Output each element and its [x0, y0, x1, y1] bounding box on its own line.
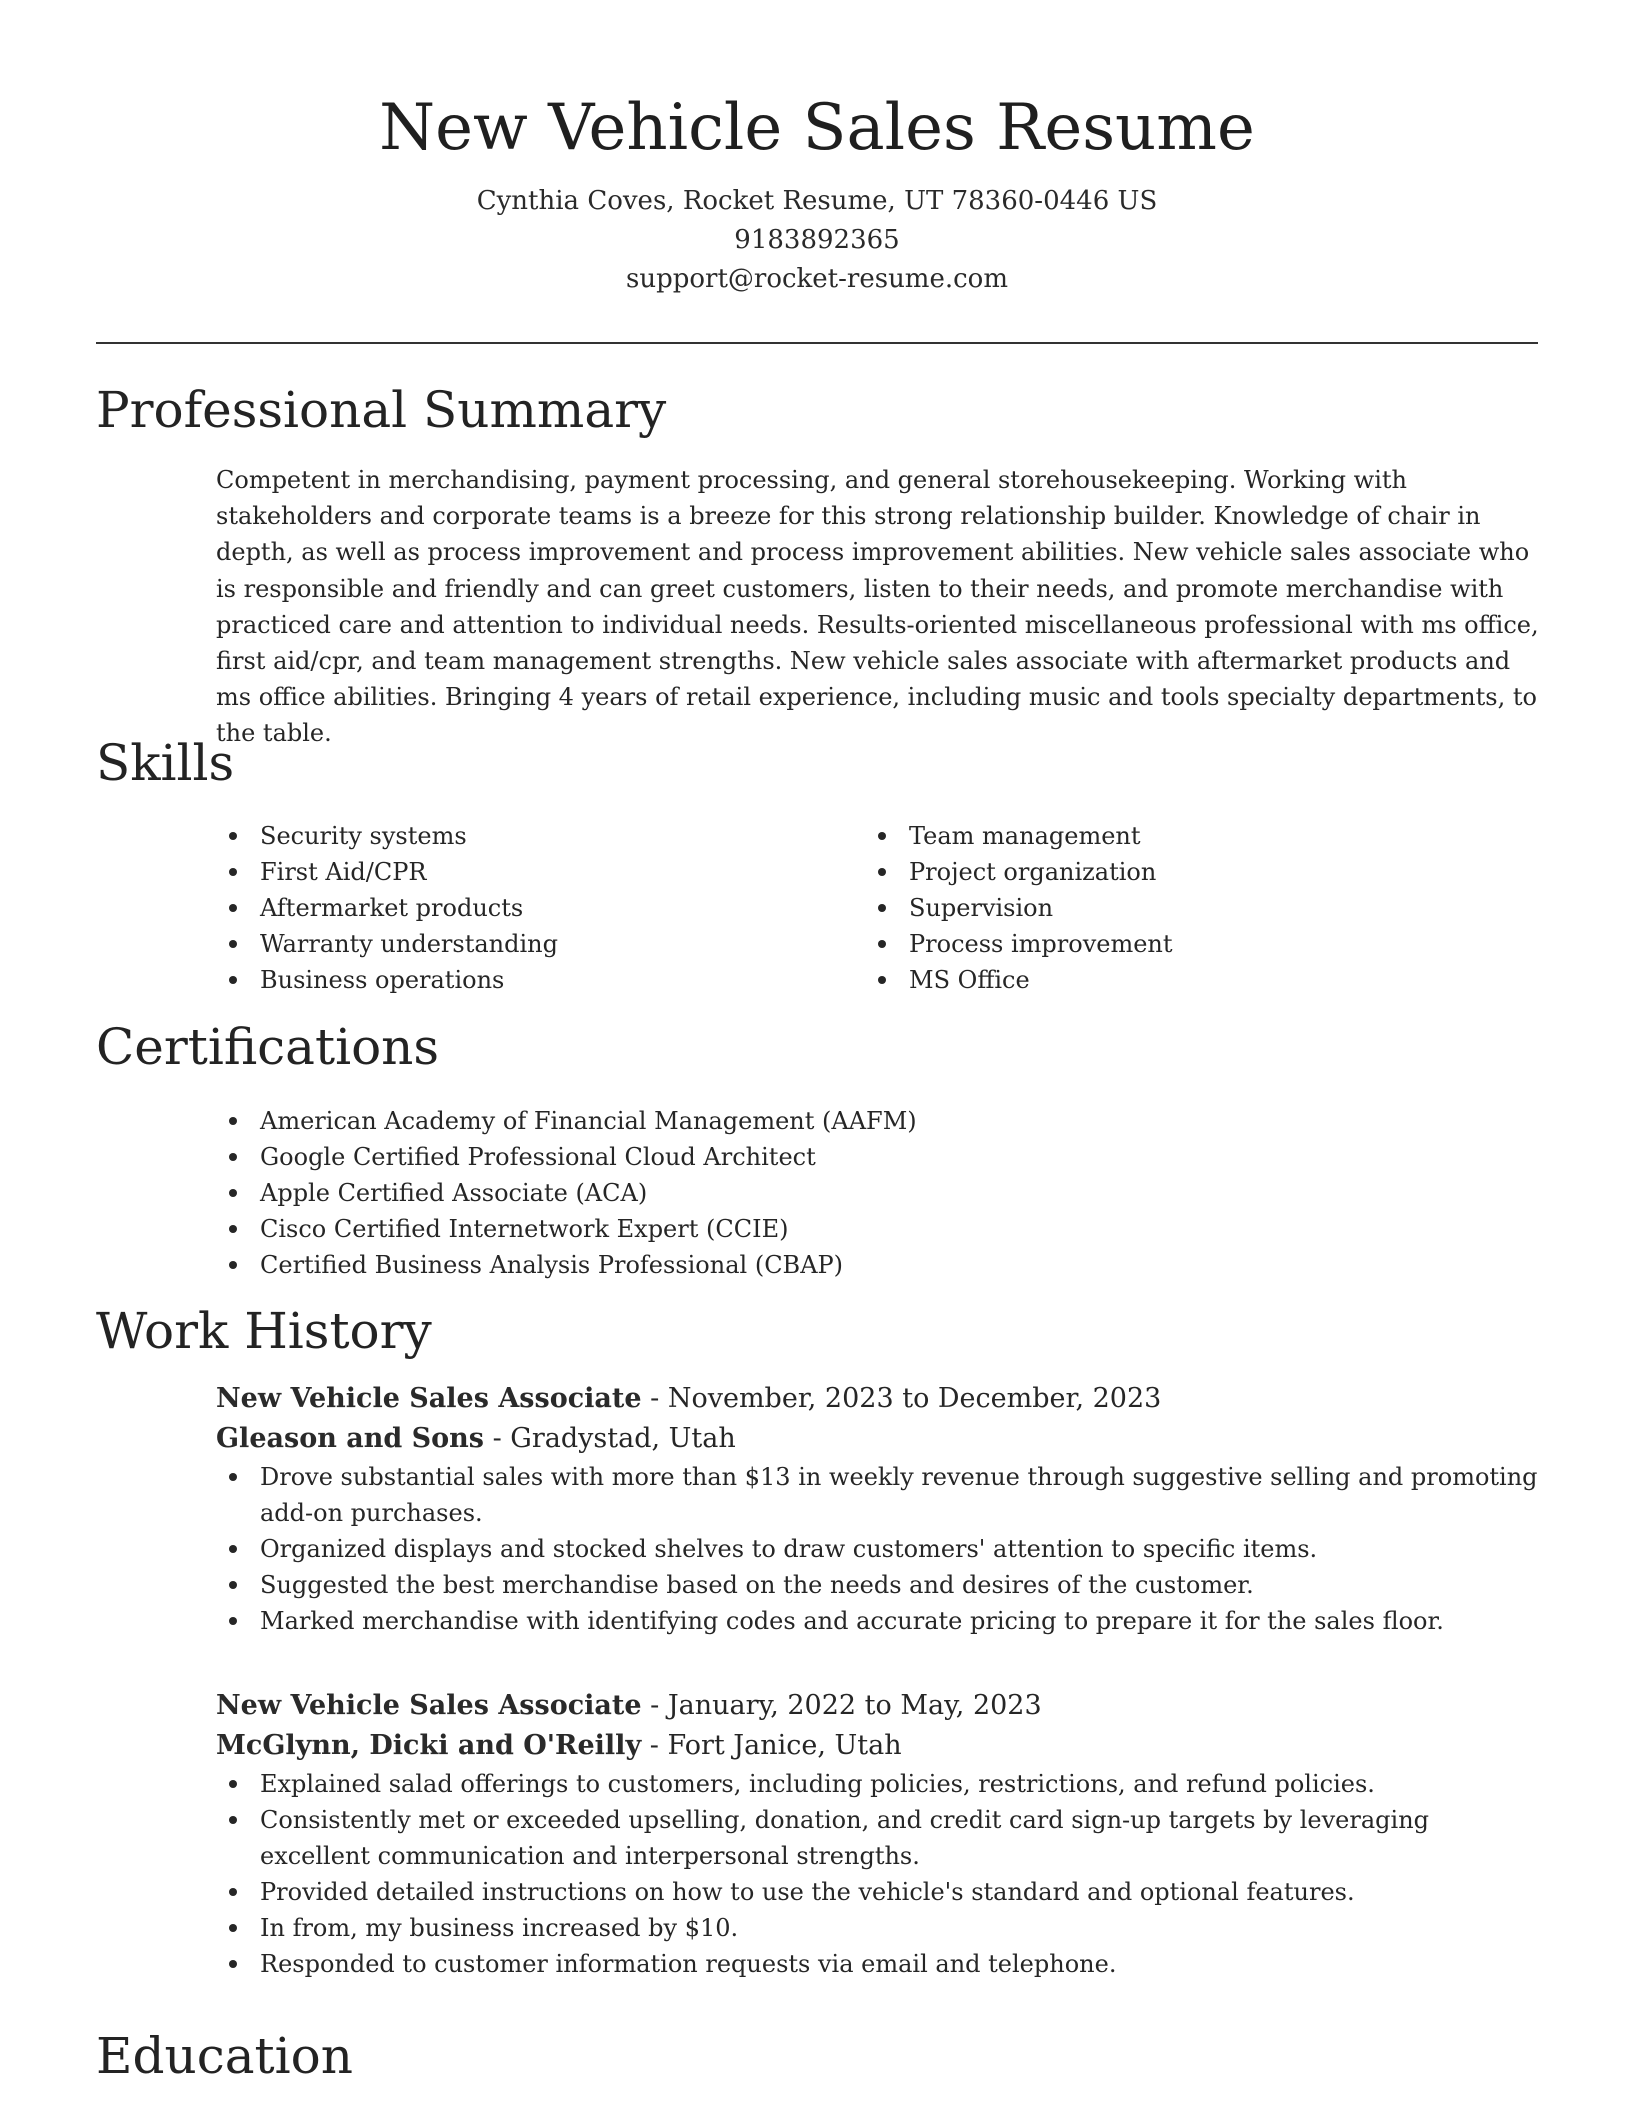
resume-title: New Vehicle Sales Resume — [379, 91, 1255, 165]
separator: - — [641, 1383, 668, 1414]
skills-list-right — [865, 818, 1505, 998]
skill-item: MS Office — [865, 962, 1505, 998]
certification-item: American Academy of Financial Management (AAFM) — [216, 1103, 1541, 1139]
job-dates: January, 2022 to May, 2023 — [667, 1690, 1042, 1721]
header-divider — [96, 342, 1538, 344]
job-duty-item: In from, my business increased by $10. — [216, 1910, 1541, 1946]
contact-phone: 9183892365 — [734, 225, 900, 255]
skill-item: Project organization — [865, 854, 1505, 890]
skill-item: Aftermarket products — [216, 890, 856, 926]
education-heading: Education — [96, 2027, 353, 2085]
job-location: Fort Janice, Utah — [667, 1730, 902, 1761]
skill-item: Team management — [865, 818, 1505, 854]
job-title-line — [216, 1379, 1541, 1419]
skills-column-left — [216, 818, 856, 998]
skill-item: First Aid/CPR — [216, 854, 856, 890]
certification-item: Cisco Certified Internetwork Expert (CCIE) — [216, 1211, 1541, 1247]
contact-address: Cynthia Coves, Rocket Resume, UT 78360-0446 US — [476, 186, 1158, 216]
summary-heading: Professional Summary — [96, 381, 667, 439]
skills-column-right — [865, 818, 1505, 998]
job-duty-item: Drove substantial sales with more than $13 in weekly revenue through suggestive selling and promoting add-on purchases. — [216, 1459, 1541, 1531]
skill-item: Process improvement — [865, 926, 1505, 962]
contact-block — [96, 182, 1538, 299]
job-duty-item: Suggested the best merchandise based on the needs and desires of the customer. — [216, 1567, 1541, 1603]
separator: - — [483, 1423, 511, 1454]
job-title-line — [216, 1686, 1541, 1726]
certification-item: Google Certified Professional Cloud Architect — [216, 1139, 1541, 1175]
skill-item: Warranty understanding — [216, 926, 856, 962]
summary-text: Competent in merchandising, payment processing, and general storehousekeeping. Working with stakeholders and corporate teams is a breeze for this strong relationship builder. Knowledge of chair in depth, as well as process improvement and process improvement abilities. New vehicle sales associate who is responsible and friendly and can greet customers, listen to their needs, and promote merchandise with practiced care and attention to individual needs. Results-oriented miscellaneous professional with ms office, first aid/cpr, and team management strengths. New vehicle sales associate with aftermarket products and ms office abilities. Bringing 4 years of retail experience, including music and tools specialty departments, to the table. — [216, 466, 1539, 748]
job-duties-list — [216, 1766, 1541, 1982]
resume-header — [96, 82, 1538, 299]
skill-item: Security systems — [216, 818, 856, 854]
job-company: Gleason and Sons — [216, 1423, 484, 1454]
certification-item: Certified Business Analysis Professional (CBAP) — [216, 1247, 1541, 1283]
job-duty-item: Provided detailed instructions on how to use the vehicle's standard and optional features. — [216, 1874, 1541, 1910]
skills-list-left — [216, 818, 856, 998]
job-entry — [216, 1686, 1541, 1982]
job-duty-item: Organized displays and stocked shelves to draw customers' attention to specific items. — [216, 1531, 1541, 1567]
separator: - — [641, 1730, 668, 1761]
work-history-heading: Work History — [96, 1302, 432, 1360]
contact-email: support@rocket-resume.com — [625, 264, 1008, 294]
certifications-bullets — [216, 1103, 1541, 1283]
job-company-line — [216, 1419, 1541, 1459]
certifications-list — [216, 1103, 1541, 1283]
job-dates: November, 2023 to December, 2023 — [667, 1383, 1162, 1414]
job-duty-item: Explained salad offerings to customers, including policies, restrictions, and refund policies. — [216, 1766, 1541, 1802]
certifications-heading: Certifications — [96, 1018, 440, 1076]
job-duty-item: Responded to customer information requests via email and telephone. — [216, 1946, 1541, 1982]
skills-heading: Skills — [96, 734, 235, 792]
job-company: McGlynn, Dicki and O'Reilly — [216, 1730, 642, 1761]
job-duties-list — [216, 1459, 1541, 1639]
skill-item: Supervision — [865, 890, 1505, 926]
certification-item: Apple Certified Associate (ACA) — [216, 1175, 1541, 1211]
separator: - — [641, 1690, 668, 1721]
job-title: New Vehicle Sales Associate — [216, 1690, 642, 1721]
job-company-line — [216, 1726, 1541, 1766]
job-location: Gradystad, Utah — [510, 1423, 736, 1454]
job-title: New Vehicle Sales Associate — [216, 1383, 642, 1414]
job-duty-item: Consistently met or exceeded upselling, donation, and credit card sign-up targets by leveraging excellent communication and interpersonal strengths. — [216, 1802, 1541, 1874]
skill-item: Business operations — [216, 962, 856, 998]
job-duty-item: Marked merchandise with identifying codes and accurate pricing to prepare it for the sales floor. — [216, 1603, 1541, 1639]
job-entry — [216, 1379, 1541, 1639]
